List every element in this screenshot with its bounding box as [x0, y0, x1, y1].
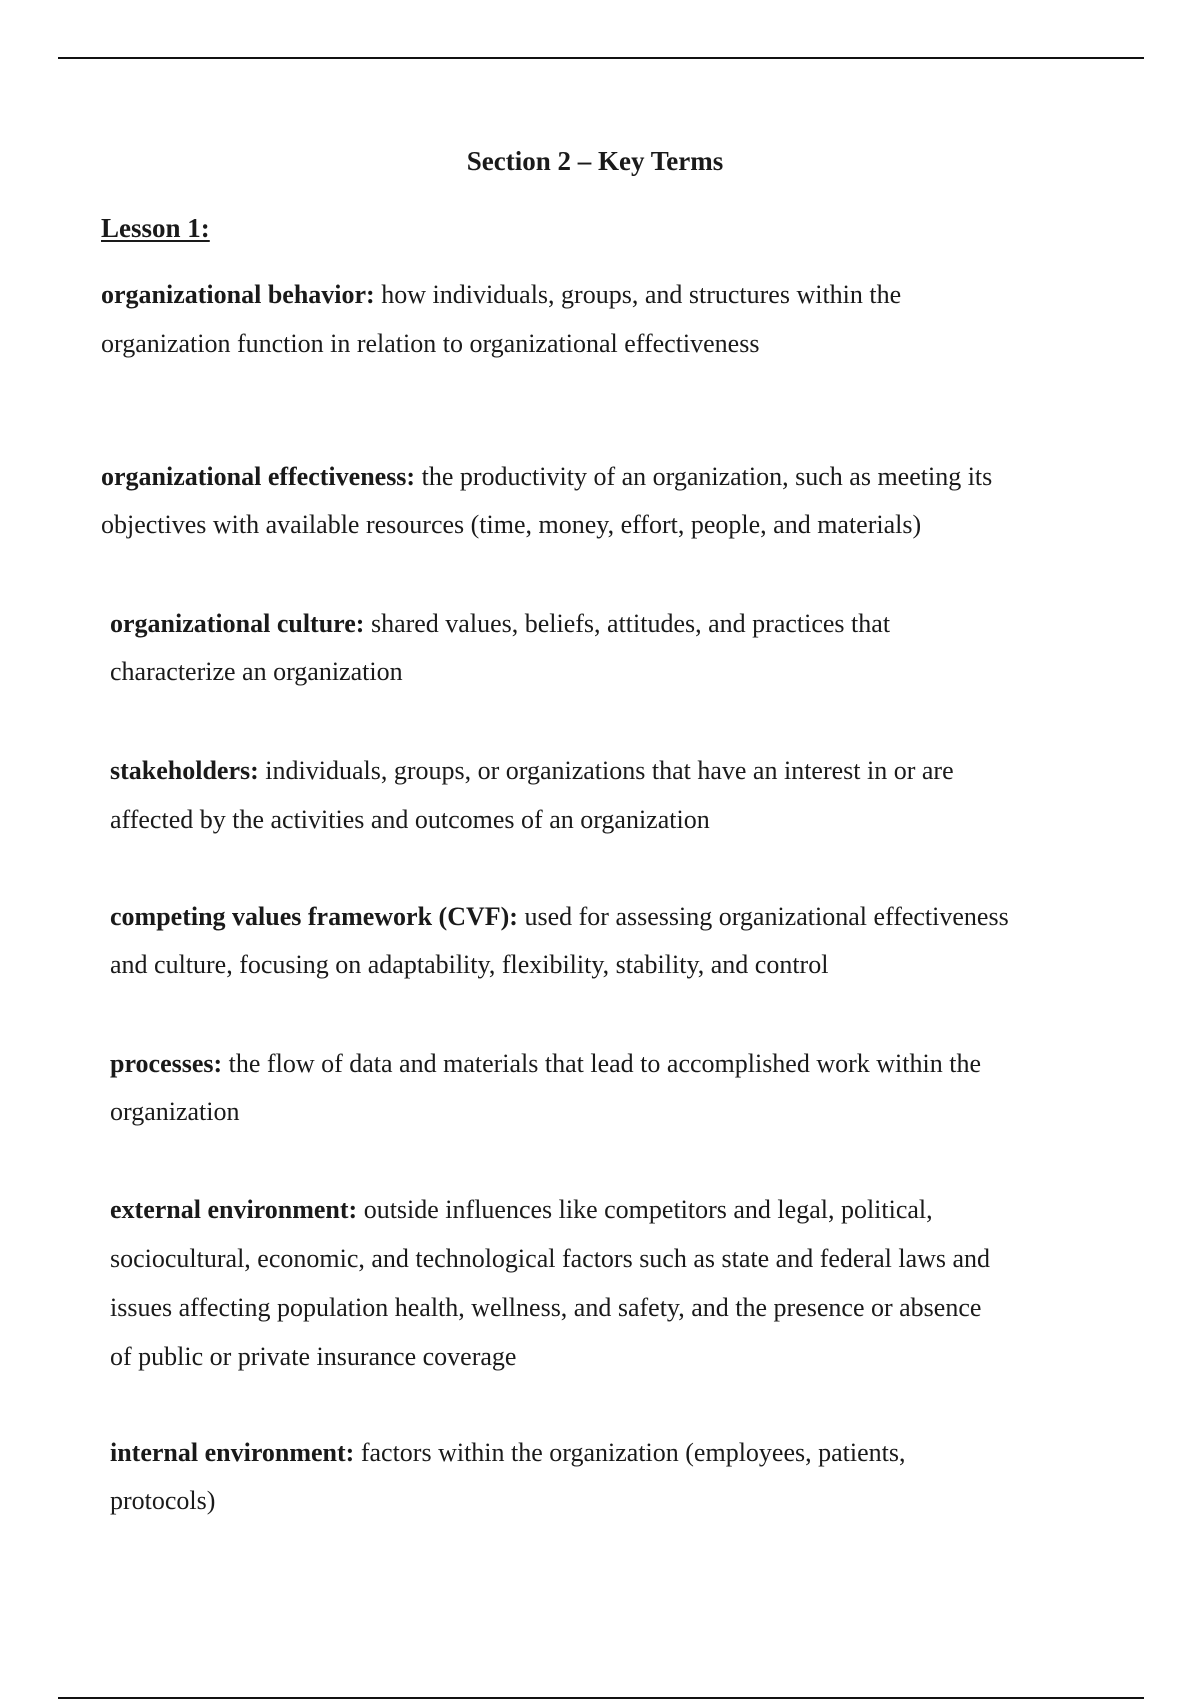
entry-line-2: protocols) [110, 1486, 216, 1515]
term-label: organizational effectiveness: [101, 462, 416, 491]
entry-line-1 [110, 746, 1110, 795]
term-entry-internal-environment [110, 1429, 1110, 1525]
entry-line-2: objectives with available resources (time, money, effort, people, and materials) [101, 510, 922, 539]
definition-text: used for assessing organizational effectiveness [517, 902, 1009, 931]
entry-line-1 [110, 1185, 1110, 1234]
definition-text: factors within the organization (employees, patients, [354, 1438, 906, 1467]
definition-text: shared values, beliefs, attitudes, and practices that [364, 609, 891, 638]
entry-line-1 [101, 453, 1101, 501]
entry-line-2: affected by the activities and outcomes of an organization [110, 805, 710, 834]
entry-line-3: issues affecting population health, wellness, and safety, and the presence or absence [110, 1293, 982, 1322]
entry-line-1 [110, 1040, 1110, 1088]
term-entry-organizational-behavior [101, 270, 1101, 368]
term-label: processes: [110, 1049, 223, 1078]
term-label: internal environment: [110, 1438, 355, 1467]
entry-line-1 [110, 600, 1110, 648]
entry-line-2: organization [110, 1097, 240, 1126]
entry-line-4: of public or private insurance coverage [110, 1342, 517, 1371]
page-title: Section 2 – Key Terms [466, 146, 724, 176]
term-entry-competing-values-framework [110, 893, 1110, 989]
entry-line-2: characterize an organization [110, 657, 403, 686]
entry-line-1 [110, 893, 1110, 941]
entry-line-1 [101, 270, 1101, 319]
entry-line-2: and culture, focusing on adaptability, flexibility, stability, and control [110, 950, 829, 979]
definition-text: how individuals, groups, and structures within the [374, 280, 902, 309]
bottom-divider [58, 1697, 1144, 1699]
term-entry-organizational-culture [110, 600, 1110, 696]
lesson-heading: Lesson 1: [101, 213, 210, 243]
top-divider [58, 57, 1144, 59]
term-entry-external-environment [110, 1185, 1110, 1381]
term-label: organizational behavior: [101, 280, 375, 309]
term-entry-stakeholders [110, 746, 1110, 844]
definition-text: the productivity of an organization, such as meeting its [415, 462, 993, 491]
definition-text: individuals, groups, or organizations that have an interest in or are [258, 756, 954, 785]
entry-line-2: sociocultural, economic, and technological factors such as state and federal laws and [110, 1244, 991, 1273]
term-entry-organizational-effectiveness [101, 453, 1101, 549]
entry-line-1 [110, 1429, 1110, 1477]
term-label: competing values framework (CVF): [110, 902, 518, 931]
term-label: external environment: [110, 1195, 358, 1224]
term-label: stakeholders: [110, 756, 259, 785]
entry-line-2: organization function in relation to organizational effectiveness [101, 329, 760, 358]
term-label: organizational culture: [110, 609, 365, 638]
definition-text: the flow of data and materials that lead to accomplished work within the [222, 1049, 981, 1078]
definition-text: outside influences like competitors and legal, political, [357, 1195, 933, 1224]
term-entry-processes [110, 1040, 1110, 1136]
